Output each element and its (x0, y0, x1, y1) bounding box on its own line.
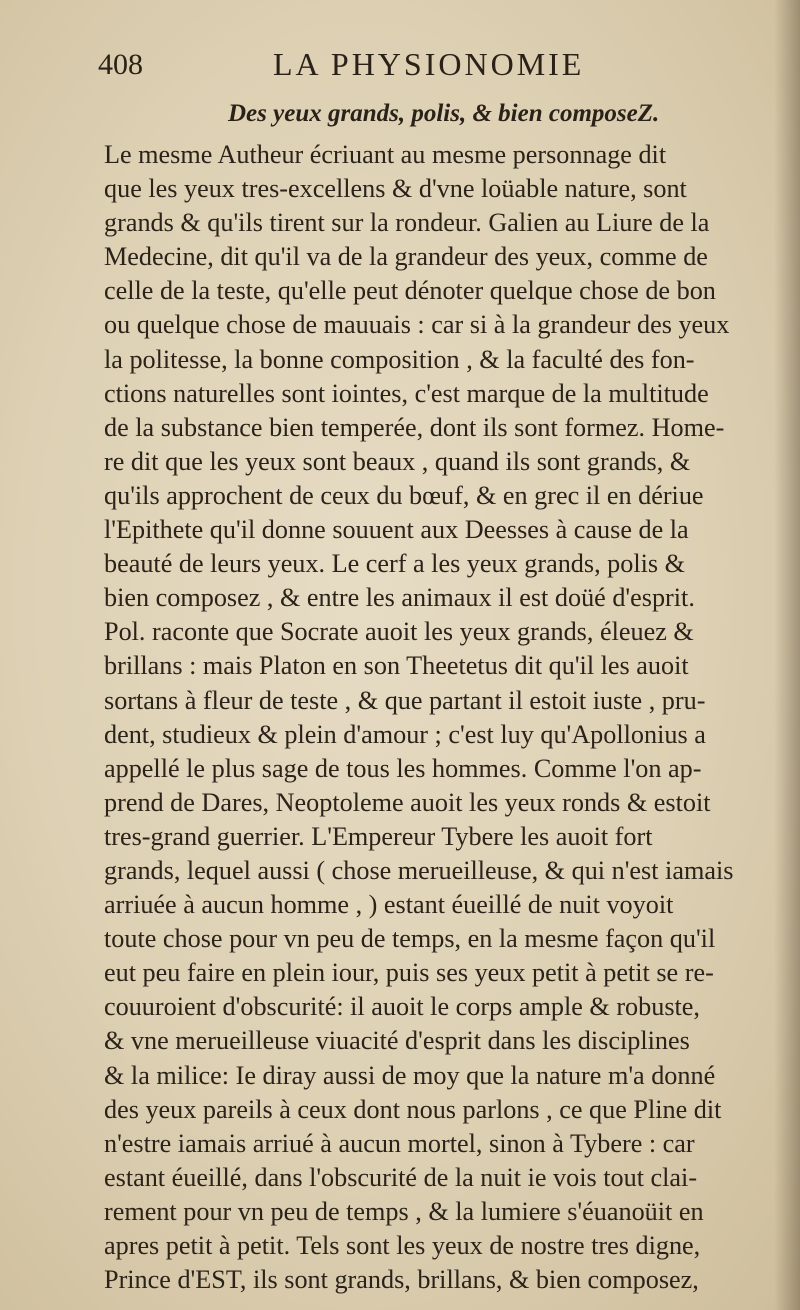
text-line: re dit que les yeux sont beaux , quand ils sont grands, & (104, 446, 691, 476)
body-text (104, 138, 794, 1297)
text-lines (104, 172, 794, 1297)
text-line: la politesse, la bonne composition , & la faculté des fon- (104, 344, 695, 374)
text-line: Le mesme Autheur écriuant au mesme personnage dit (104, 140, 667, 169)
text-line: qu'ils approchent de ceux du bœuf, & en grec il en dériue (104, 480, 704, 510)
text-line: Medecine, dit qu'il va de la grandeur des yeux, comme de (104, 242, 708, 272)
text-line: bien composez , & entre les animaux il est doüé d'esprit. (104, 583, 695, 613)
text-line: estant éueillé, dans l'obscurité de la nuit ie vois tout clai- (104, 1162, 698, 1192)
page-number: 408 (98, 48, 143, 81)
text-line: prend de Dares, Neoptoleme auoit les yeux ronds & estoit (104, 787, 711, 817)
text-line: tres-grand guerrier. L'Empereur Tybere les auoit fort (104, 821, 653, 851)
text-line: brillans : mais Platon en son Theetetus dit qu'il les auoit (104, 651, 689, 681)
text-line: ou quelque chose de mauuais : car si à la grandeur des yeux (104, 310, 730, 340)
text-line: des yeux pareils à ceux dont nous parlons , ce que Pline dit (104, 1094, 722, 1124)
text-line: appellé le plus sage de tous les hommes. Comme l'on ap- (104, 753, 702, 783)
text-line: arriuée à aucun homme , ) estant éueillé de nuit voyoit (104, 890, 674, 920)
text-line: Prince d'EST, ils sont grands, brillans, & bien composez, (104, 1265, 699, 1295)
text-line: celle de la teste, qu'elle peut dénoter quelque chose de bon (104, 276, 716, 306)
text-line: rement pour vn peu de temps , & la lumiere s'éuanoüit en (104, 1196, 704, 1226)
text-line: que les yeux tres-excellens & d'vne loüable nature, sont (104, 174, 687, 204)
text-line: eut peu faire en plein iour, puis ses yeux petit à petit se re- (104, 958, 714, 988)
text-line: sortans à fleur de teste , & que partant il estoit iuste , pru- (104, 685, 706, 715)
text-line: & la milice: Ie diray aussi de moy que la nature m'a donné (104, 1060, 716, 1090)
text-line: ctions naturelles sont iointes, c'est marque de la multitude (104, 378, 709, 408)
text-line: grands & qu'ils tirent sur la rondeur. Galien au Liure de la (104, 208, 710, 238)
running-title: LA PHYSIONOMIE (273, 46, 585, 82)
text-line: toute chose pour vn peu de temps, en la mesme façon qu'il (104, 924, 716, 954)
text-line: dent, studieux & plein d'amour ; c'est luy qu'Apollonius a (104, 719, 706, 749)
text-line: beauté de leurs yeux. Le cerf a les yeux grands, polis & (104, 549, 686, 579)
text-line: grands, lequel aussi ( chose merueilleuse, & qui n'est iamais (104, 855, 734, 885)
text-line: n'estre iamais arriué à aucun mortel, sinon à Tybere : car (104, 1128, 695, 1158)
text-line: apres petit à petit. Tels sont les yeux de nostre tres digne, (104, 1231, 701, 1260)
text-line: de la substance bien temperée, dont ils sont formez. Home- (104, 412, 725, 442)
text-line: Pol. raconte que Socrate auoit les yeux grands, éleuez & (104, 617, 694, 647)
text-line: & vne merueilleuse viuacité d'esprit dans les disciplines (104, 1026, 690, 1056)
text-line: l'Epithete qu'il donne souuent aux Deesses à cause de la (104, 515, 689, 545)
section-heading: Des yeux grands, polis, & bien composeZ. (228, 100, 660, 127)
running-head (98, 44, 658, 88)
text-line: couuroient d'obscurité: il auoit le corps ample & robuste, (104, 992, 700, 1022)
